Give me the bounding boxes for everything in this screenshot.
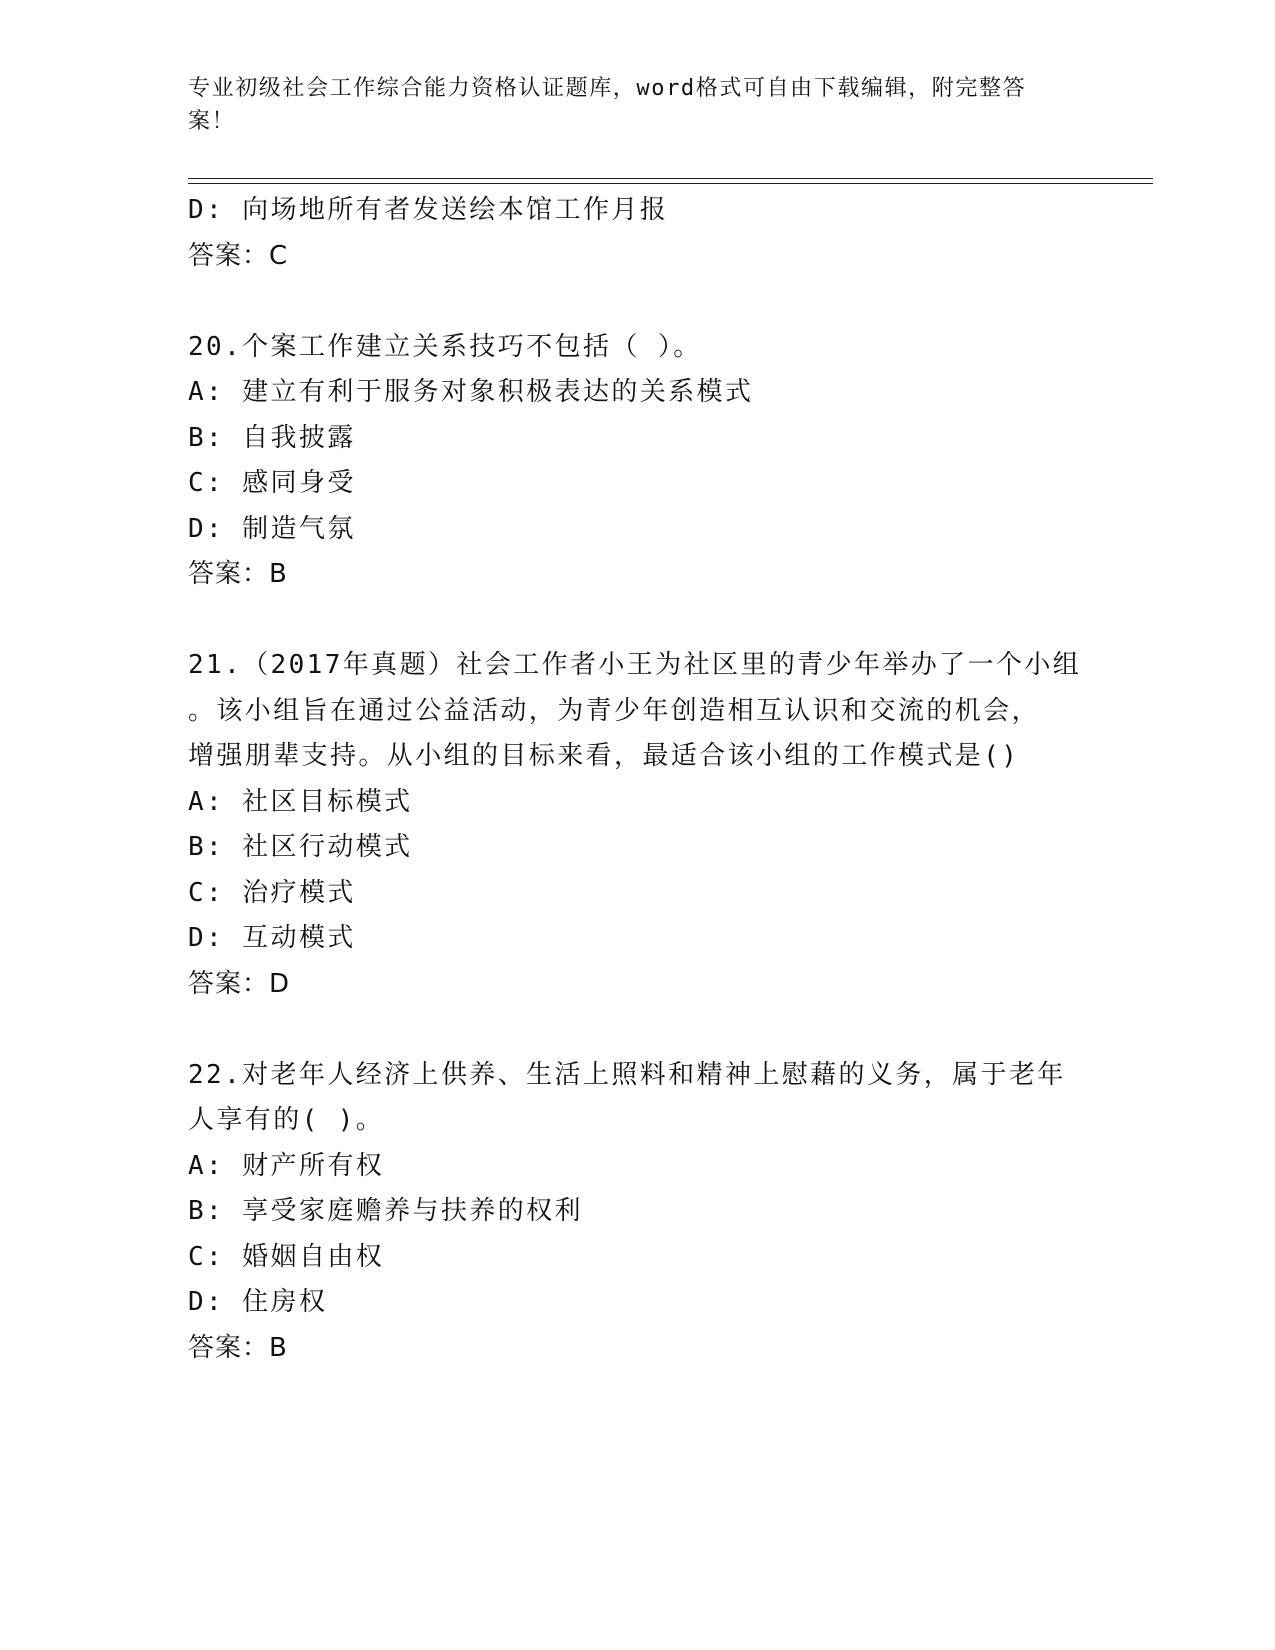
- question-text: 21.（2017年真题）社会工作者小王为社区里的青少年举办了一个小组: [188, 650, 1082, 680]
- option-d: D: 制造气氛: [188, 513, 356, 544]
- header-line-1: 专业初级社会工作综合能力资格认证题库，word格式可自由下载编辑，附完整答: [188, 76, 1027, 101]
- option-b: B: 社区行动模式: [188, 832, 413, 862]
- question-text: 增强朋辈支持。从小组的目标来看，最适合该小组的工作模式是(): [188, 741, 1020, 771]
- header-divider-bottom: [188, 183, 1153, 184]
- option-a: A: 财产所有权: [188, 1150, 385, 1181]
- header-line-2: 案！: [188, 109, 236, 134]
- option-b: B: 享受家庭赡养与扶养的权利: [188, 1196, 583, 1226]
- question-text: 人享有的( )。: [188, 1105, 385, 1135]
- option-d: D: 向场地所有者发送绘本馆工作月报: [188, 195, 669, 225]
- option-a: A: 社区目标模式: [188, 786, 413, 817]
- answer-line: 答案：B: [188, 559, 288, 589]
- option-d: D: 互动模式: [188, 923, 356, 953]
- question-text: 20.个案工作建立关系技巧不包括（ ）。: [188, 331, 702, 362]
- answer-line: 答案：B: [188, 1332, 288, 1363]
- question-content: [188, 188, 1088, 1371]
- option-c: C: 婚姻自由权: [188, 1241, 385, 1272]
- question-text: 22.对老年人经济上供养、生活上照料和精神上慰藉的义务，属于老年: [188, 1059, 1066, 1090]
- option-c: C: 感同身受: [188, 468, 356, 498]
- answer-line: 答案：C: [188, 240, 289, 271]
- option-b: B: 自我披露: [188, 422, 356, 453]
- header-divider-top: [188, 178, 1153, 179]
- question-block: [188, 1053, 1088, 1372]
- answer-line: 答案：D: [188, 968, 291, 999]
- option-a: A: 建立有利于服务对象积极表达的关系模式: [188, 377, 754, 407]
- question-block: [188, 325, 1088, 598]
- question-text: 。该小组旨在通过公益活动，为青少年创造相互认识和交流的机会，: [188, 695, 1041, 726]
- option-c: C: 治疗模式: [188, 877, 356, 908]
- option-d: D: 住房权: [188, 1287, 328, 1317]
- document-header: [188, 72, 1068, 138]
- question-block: [188, 643, 1088, 1007]
